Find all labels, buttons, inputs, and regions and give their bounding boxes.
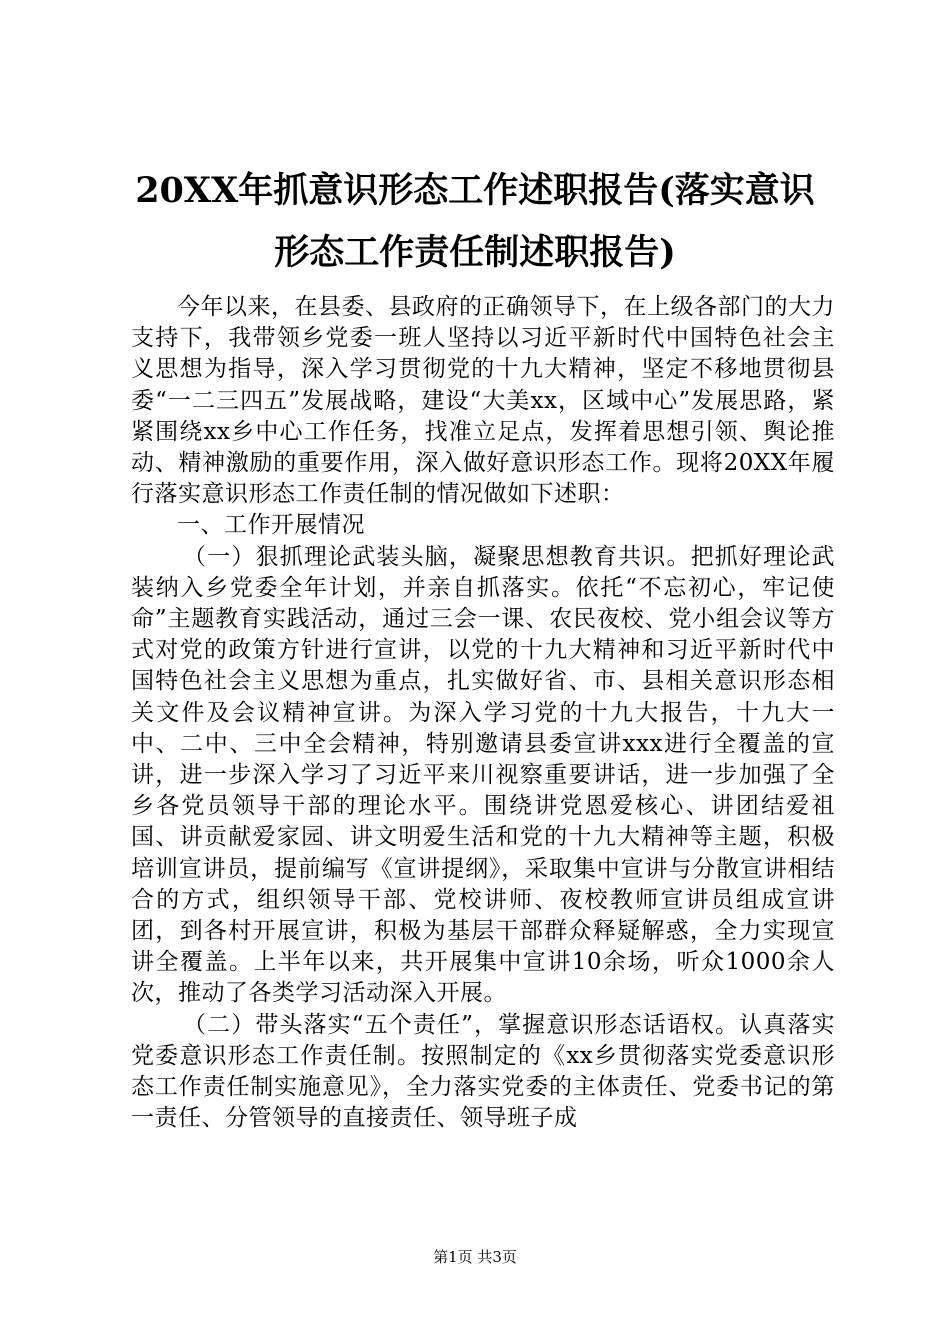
document-body [131,292,835,1134]
document-title: 20XX年抓意识形态工作述职报告(落实意识形态工作责任制述职报告) [135,170,815,273]
section-heading: 一、工作开展情况 [177,512,365,539]
paragraph-intro: 今年以来，在县委、县政府的正确领导下，在上级各部门的大力支持下，我带领乡党委一班人坚持以习近平新时代中国特色社会主义思想为指导，深入学习贯彻党的十九大精神，坚定不移地贯彻县委“一二三四五”发展战略，建设“大美xx，区域中心”发展思路，紧紧围绕xx乡中心工作任务，找准立足点，发挥着思想引领、舆论推动、精神激励的重要作用，深入做好意识形态工作。现将20XX年履行落实意识形态工作责任制的情况做如下述职： [131,294,835,508]
paragraph-item-2: （二）带头落实“五个责任”，掌握意识形态话语权。认真落实党委意识形态工作责任制。按照制定的《xx乡贯彻落实党委意识形态工作责任制实施意见》，全力落实党委的主体责任、党委书记的第一责任、分管领导的直接责任、领导班子成 [131,1011,835,1132]
paragraph-item-1: （一）狠抓理论武装头脑，凝聚思想教育共识。把抓好理论武装纳入乡党委全年计划，并亲自抓落实。依托“不忘初心，牢记使命”主题教育实践活动，通过三会一课、农民夜校、党小组会议等方式对党的政策方针进行宣讲，以党的十九大精神和习近平新时代中国特色社会主义思想为重点，扎实做好省、市、县相关意识形态相关文件及会议精神宣讲。为深入学习党的十九大报告，十九大一中、二中、三中全会精神，特别邀请县委宣讲xxx进行全覆盖的宣讲，进一步深入学习了习近平来川视察重要讲话，进一步加强了全乡各党员领导干部的理论水平。围绕讲党恩爱核心、讲团结爱祖国、讲贡献爱家园、讲文明爱生活和党的十九大精神等主题，积极培训宣讲员，提前编写《宣讲提纲》，采取集中宣讲与分散宣讲相结合的方式，组织领导干部、党校讲师、夜校教师宣讲员组成宣讲团，到各村开展宣讲，积极为基层干部群众释疑解惑，全力实现宣讲全覆盖。上半年以来，共开展集中宣讲10余场，听众1000余人次，推动了各类学习活动深入开展。 [131,543,835,1007]
page-footer: 第1页 共3页 [433,1248,517,1266]
